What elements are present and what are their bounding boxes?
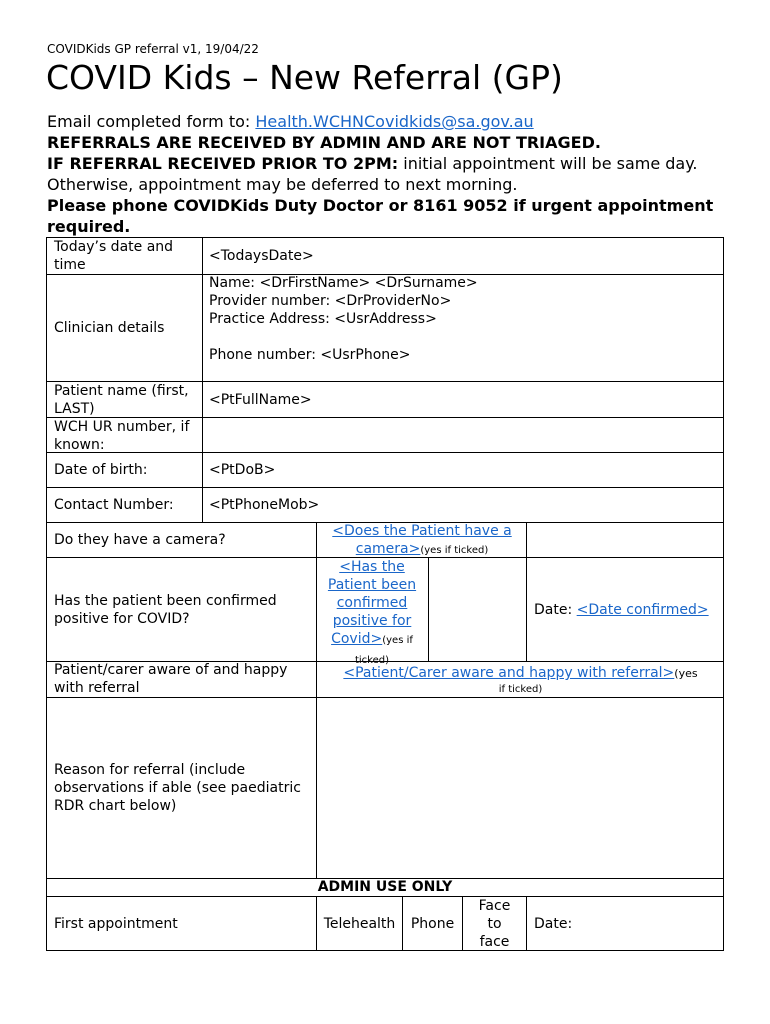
patient-name-value: <PtFullName> — [209, 392, 312, 408]
contact-label: Contact Number: — [54, 497, 174, 513]
dob-label: Date of birth: — [54, 462, 148, 478]
contact-value: <PtPhoneMob> — [209, 497, 320, 513]
reason-field[interactable] — [318, 698, 721, 878]
prior-2pm-bold: IF REFERRAL RECEIVED PRIOR TO 2PM: — [47, 154, 399, 173]
todays-date-value: <TodaysDate> — [209, 248, 314, 264]
prior-2pm-notice — [47, 153, 727, 195]
aware-checkbox-field[interactable] — [320, 664, 721, 696]
covid-date-prefix: Date: — [534, 601, 577, 618]
ur-number-label: WCH UR number, if known: — [54, 419, 190, 453]
covid-note: (yes if ticked) — [354, 635, 413, 666]
aware-note-a: (yes — [674, 667, 698, 680]
covid-label: Has the patient been confirmed positive for COVID? — [54, 592, 277, 627]
camera-checkbox-field[interactable] — [320, 522, 524, 560]
covid-blank-cell — [429, 558, 525, 661]
ur-number-field[interactable] — [209, 418, 719, 452]
email-line — [47, 111, 727, 132]
email-prefix: Email completed form to: — [47, 112, 256, 131]
first-appointment-date[interactable]: Date: — [534, 915, 573, 932]
telehealth-option[interactable]: Telehealth — [323, 915, 396, 932]
first-appointment-label: First appointment — [54, 915, 178, 932]
admin-use-only-header: ADMIN USE ONLY — [317, 879, 453, 895]
clinician-name: Name: <DrFirstName> <DrSurname> — [209, 275, 478, 291]
aware-note-b: if ticked) — [498, 684, 543, 695]
face-to-face-option[interactable]: Face to face — [478, 897, 511, 950]
todays-date-field[interactable] — [209, 238, 719, 274]
page-title: COVID Kids – New Referral (GP) — [46, 58, 563, 97]
intro-block — [47, 111, 727, 237]
camera-field[interactable]: <Does the Patient have a camera> — [332, 523, 512, 557]
form-version: COVIDKids GP referral v1, 19/04/22 — [47, 42, 259, 56]
aware-field[interactable]: <Patient/Carer aware and happy with referral> — [343, 665, 675, 681]
camera-note: (yes if ticked) — [420, 545, 489, 556]
referrals-notice: REFERRALS ARE RECEIVED BY ADMIN AND ARE NOT TRIAGED. — [47, 133, 601, 152]
clinician-phone: Phone number: <UsrPhone> — [209, 347, 411, 363]
contact-field[interactable] — [209, 488, 719, 522]
aware-label: Patient/carer aware of and happy with referral — [54, 662, 288, 696]
covid-checkbox-field[interactable] — [318, 558, 426, 670]
dob-value: <PtDoB> — [209, 462, 276, 478]
covid-field[interactable]: <Has the Patient been confirmed positive for Covid> — [327, 559, 417, 647]
covid-date-field[interactable]: <Date confirmed> — [576, 601, 709, 618]
phone-notice: Please phone COVIDKids Duty Doctor or 8161 9052 if urgent appointment required. — [47, 196, 714, 236]
dob-field[interactable] — [209, 453, 719, 487]
phone-option[interactable]: Phone — [410, 915, 455, 932]
clinician-practice-address: Practice Address: <UsrAddress> — [209, 311, 437, 327]
covid-date-cell[interactable] — [534, 558, 720, 661]
clinician-label: Clinician details — [54, 320, 165, 336]
camera-label: Do they have a camera? — [54, 532, 226, 548]
patient-name-label: Patient name (first, LAST) — [54, 383, 189, 417]
prior-2pm-rest: initial appointment will be same day. Otherwise, appointment may be deferred to next morning. — [47, 154, 698, 194]
clinician-details-field[interactable] — [209, 274, 719, 364]
todays-date-label: Today’s date and time — [54, 239, 174, 273]
patient-name-field[interactable] — [209, 382, 719, 418]
email-link[interactable]: Health.WCHNCovidkids@sa.gov.au — [255, 112, 534, 131]
clinician-provider-number: Provider number: <DrProviderNo> — [209, 293, 452, 309]
reason-label: Reason for referral (include observations if able (see paediatric RDR chart below) — [54, 762, 301, 814]
